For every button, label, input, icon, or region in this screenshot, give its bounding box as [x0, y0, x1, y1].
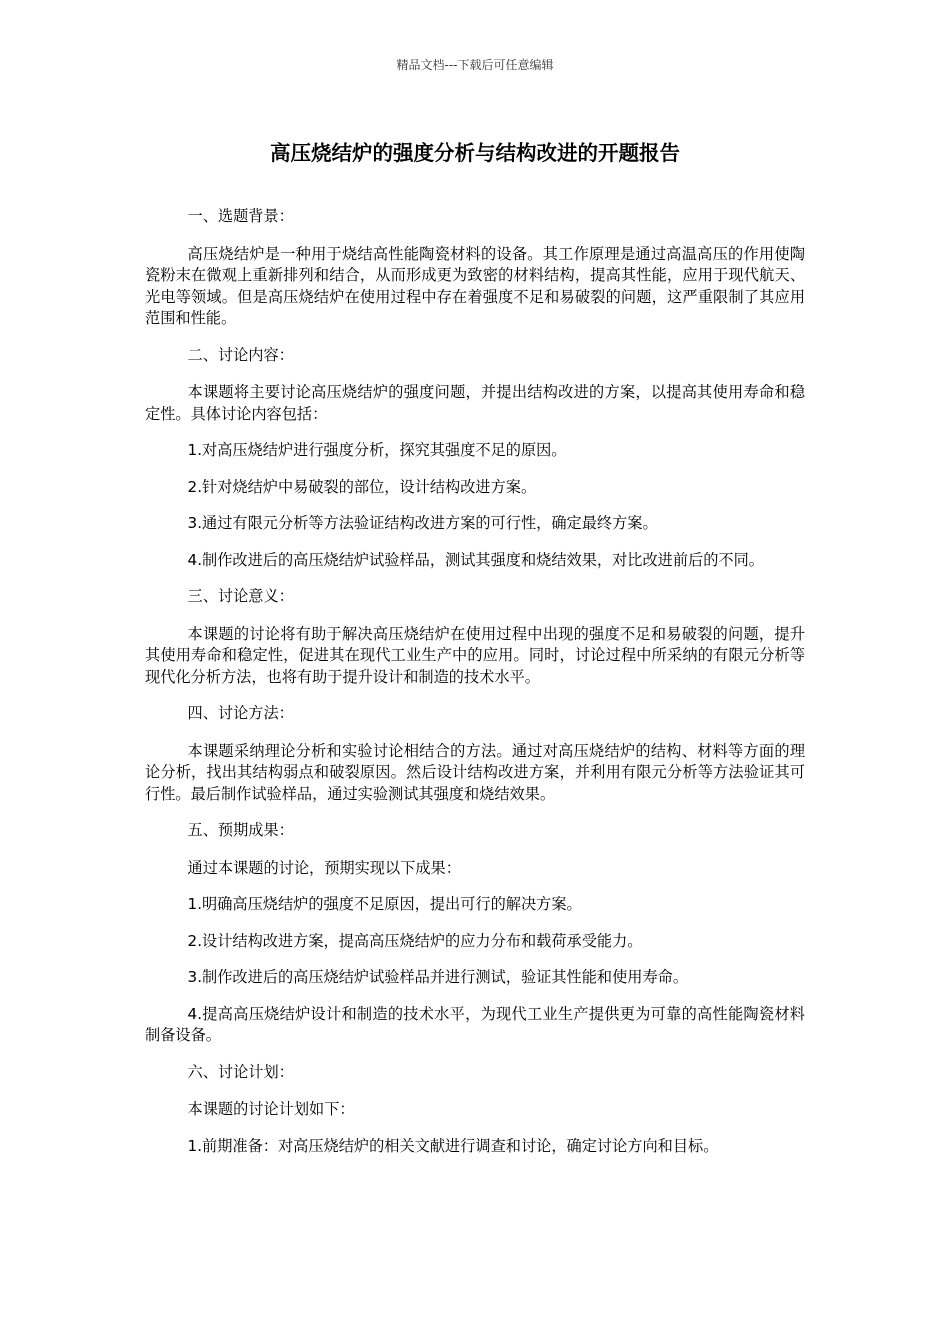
- section-heading-content: 二、讨论内容：: [187, 345, 294, 364]
- page-header: 精品文档---下载后可任意编辑: [396, 58, 554, 72]
- paragraph-significance: 本课题的讨论将有助于解决高压烧结炉在使用过程中出现的强度不足和易破裂的问题，提升其使用寿命和稳定性，促进其在现代工业生产中的应用。同时，讨论过程中所采纳的有限元分析等现代化分析方法，也将有助于提升设计和制造的技术水平。: [145, 624, 805, 686]
- section-heading-outcomes: 五、预期成果：: [187, 821, 294, 839]
- list-item-content-3: 3.通过有限元分析等方法验证结构改进方案的可行性，确定最终方案。: [187, 514, 658, 532]
- section-heading-significance: 三、讨论意义：: [187, 587, 294, 605]
- document-title: 高压烧结炉的强度分析与结构改进的开题报告: [270, 141, 680, 165]
- paragraph-plan-intro: 本课题的讨论计划如下：: [187, 1100, 355, 1118]
- list-item-outcome-1: 1.明确高压烧结炉的强度不足原因，提出可行的解决方案。: [187, 895, 582, 913]
- list-item-content-4: 4.制作改进后的高压烧结炉试验样品，测试其强度和烧结效果，对比改进前后的不同。: [187, 550, 764, 569]
- section-heading-plan: 六、讨论计划：: [187, 1062, 294, 1081]
- list-item-outcome-4: 4.提高高压烧结炉设计和制造的技术水平，为现代工业生产提供更为可靠的高性能陶瓷材料制备设备。: [145, 1004, 805, 1044]
- paragraph-outcomes-intro: 通过本课题的讨论，预期实现以下成果：: [187, 858, 461, 877]
- section-heading-method: 四、讨论方法：: [187, 704, 294, 722]
- paragraph-background: 高压烧结炉是一种用于烧结高性能陶瓷材料的设备。其工作原理是通过高温高压的作用使陶瓷粉末在微观上重新排列和结合，从而形成更为致密的材料结构，提高其性能，应用于现代航天、光电等领域。但是高压烧结炉在使用过程中存在着强度不足和易破裂的问题，这严重限制了其应用范围和性能。: [145, 244, 805, 327]
- document-body: [145, 206, 805, 1172]
- list-item-content-2: 2.针对烧结炉中易破裂的部位，设计结构改进方案。: [187, 477, 537, 496]
- section-heading-background: 一、选题背景：: [187, 207, 294, 225]
- list-item-plan-1: 1.前期准备：对高压烧结炉的相关文献进行调查和讨论，确定讨论方向和目标。: [187, 1136, 719, 1155]
- paragraph-content-intro: 本课题将主要讨论高压烧结炉的强度问题，并提出结构改进的方案，以提高其使用寿命和稳定性。具体讨论内容包括：: [145, 383, 805, 423]
- paragraph-method: 本课题采纳理论分析和实验讨论相结合的方法。通过对高压烧结炉的结构、材料等方面的理论分析，找出其结构弱点和破裂原因。然后设计结构改进方案，并利用有限元分析等方法验证其可行性。最后制作试验样品，通过实验测试其强度和烧结效果。: [145, 741, 805, 803]
- list-item-outcome-3: 3.制作改进后的高压烧结炉试验样品并进行测试，验证其性能和使用寿命。: [187, 968, 689, 986]
- list-item-content-1: 1.对高压烧结炉进行强度分析，探究其强度不足的原因。: [187, 441, 567, 459]
- list-item-outcome-2: 2.设计结构改进方案，提高高压烧结炉的应力分布和载荷承受能力。: [187, 931, 643, 950]
